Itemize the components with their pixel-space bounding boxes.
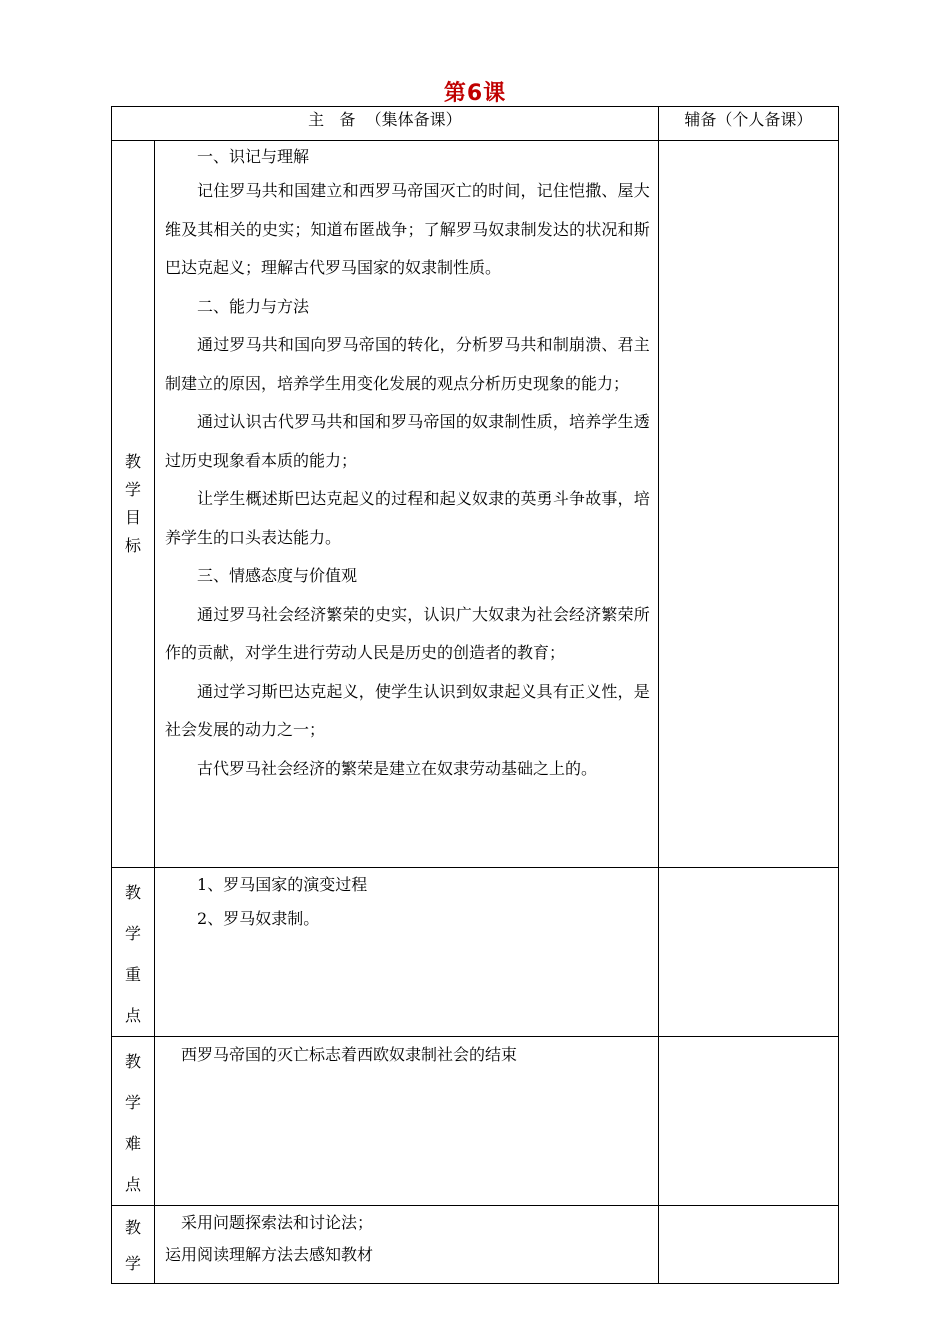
header-side-label: 辅备（个人备课） bbox=[684, 110, 813, 129]
goals-content bbox=[155, 141, 659, 868]
key-points-content bbox=[155, 868, 659, 1037]
methods-item: 运用阅读理解方法去感知教材 bbox=[165, 1245, 374, 1264]
goals-paragraph: 通过罗马共和国向罗马帝国的转化，分析罗马共和制崩溃、君主制建立的原因，培养学生用变化发展的观点分析历史现象的能力； bbox=[165, 335, 650, 393]
difficulties-label-char: 点 bbox=[125, 1175, 142, 1194]
methods-side bbox=[658, 1206, 838, 1284]
lesson-title: 第6课 bbox=[443, 81, 507, 106]
methods-label-char: 教 bbox=[125, 1218, 142, 1237]
header-row bbox=[112, 107, 839, 141]
key-points-row bbox=[112, 868, 839, 1037]
difficulties-label-char: 学 bbox=[125, 1093, 142, 1112]
key-points-label bbox=[112, 868, 155, 1037]
difficulties-label-char: 难 bbox=[125, 1134, 142, 1153]
difficulties-label-char: 教 bbox=[125, 1052, 142, 1071]
difficulties-item: 西罗马帝国的灭亡标志着西欧奴隶制社会的结束 bbox=[181, 1045, 518, 1064]
key-points-item: 1、罗马国家的演变过程 bbox=[197, 875, 368, 894]
goals-paragraph: 让学生概述斯巴达克起义的过程和起义奴隶的英勇斗争故事，培养学生的口头表达能力。 bbox=[165, 489, 650, 547]
goals-side bbox=[658, 141, 838, 868]
methods-label-char: 学 bbox=[125, 1254, 142, 1273]
key-points-label-char: 学 bbox=[125, 924, 142, 943]
goals-paragraph: 通过认识古代罗马共和国和罗马帝国的奴隶制性质，培养学生透过历史现象看本质的能力； bbox=[165, 412, 650, 470]
header-main bbox=[112, 107, 659, 141]
goals-subheading: 一、识记与理解 bbox=[197, 147, 310, 166]
key-points-side bbox=[658, 868, 838, 1037]
goals-row bbox=[112, 141, 839, 868]
methods-label bbox=[112, 1206, 155, 1284]
header-side bbox=[658, 107, 838, 141]
goals-paragraph: 记住罗马共和国建立和西罗马帝国灭亡的时间，记住恺撒、屋大维及其相关的史实；知道布匿战争；了解罗马奴隶制发达的状况和斯巴达克起义；理解古代罗马国家的奴隶制性质。 bbox=[165, 181, 650, 277]
goals-label-char: 标 bbox=[125, 536, 142, 555]
lesson-plan-table bbox=[111, 106, 839, 1284]
key-points-item: 2、罗马奴隶制。 bbox=[197, 909, 320, 928]
goals-paragraph: 通过学习斯巴达克起义，使学生认识到奴隶起义具有正义性，是社会发展的动力之一； bbox=[165, 681, 650, 739]
goals-subheading: 二、能力与方法 bbox=[197, 296, 310, 316]
goals-label-char: 学 bbox=[125, 480, 142, 499]
goals-label-char: 目 bbox=[125, 508, 142, 527]
key-points-label-char: 点 bbox=[125, 1006, 142, 1025]
difficulties-content bbox=[155, 1037, 659, 1206]
methods-content bbox=[155, 1206, 659, 1284]
methods-item: 采用问题探索法和讨论法； bbox=[181, 1213, 374, 1232]
difficulties-label bbox=[112, 1037, 155, 1206]
goals-paragraph: 古代罗马社会经济的繁荣是建立在奴隶劳动基础之上的。 bbox=[197, 758, 598, 778]
difficulties-side bbox=[658, 1037, 838, 1206]
goals-label-char: 教 bbox=[125, 452, 142, 471]
goals-paragraph: 通过罗马社会经济繁荣的史实，认识广大奴隶为社会经济繁荣所作的贡献，对学生进行劳动人民是历史的创造者的教育； bbox=[165, 604, 650, 662]
header-main-label: 主 备 （集体备课） bbox=[308, 110, 462, 129]
key-points-label-char: 重 bbox=[125, 965, 142, 984]
key-points-label-char: 教 bbox=[125, 883, 142, 902]
goals-subheading: 三、情感态度与价值观 bbox=[197, 566, 358, 585]
difficulties-row bbox=[112, 1037, 839, 1206]
goals-label bbox=[112, 141, 155, 868]
methods-row bbox=[112, 1206, 839, 1284]
